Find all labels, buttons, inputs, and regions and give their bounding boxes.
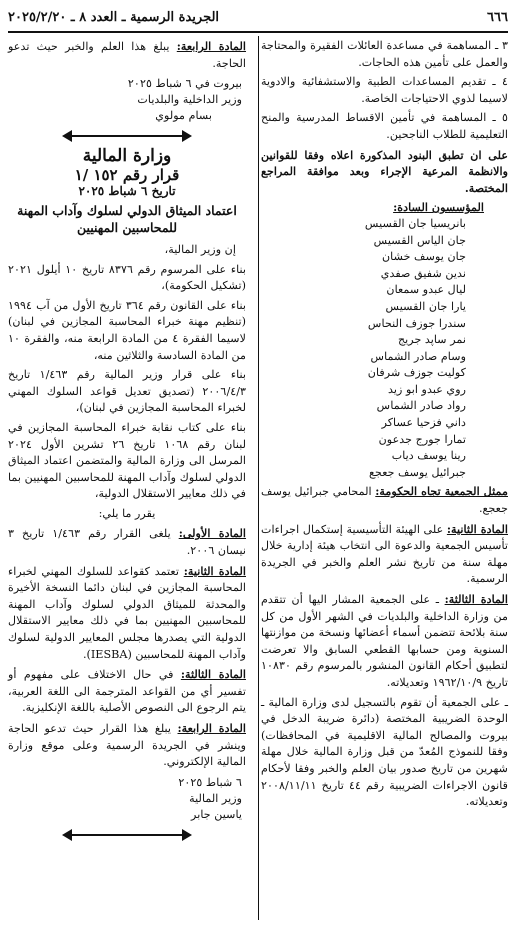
representative [261,483,508,517]
apply-note: على ان تطبق البنود المذكورة اعلاه وفقا للقوانين والانظمة المرعية الإجراء وبعد موافقة المراجع المختصة. [261,147,508,195]
page-header [8,6,508,28]
article-3-text: ـ على الجمعية المشار اليها أن تتقدم من وزارة الداخلية والبلديات في الشهر الأول من كل سنة بلائحة تتضمن أسماء أعضائها ونسخة من موازنتها السنوية ومن حسابها القطعي السابق والا تعرضت لتطبيق أحكام القانون المنشور بالمرسوم رقم ١٠٨٣٠ تاريخ ١٩٦٢/١٠/٩ وتعديلاته. [261,593,508,689]
divider-line [72,834,182,836]
founder: كوليت جوزف شرفان [367,366,466,380]
decree-article-1-text: يلغى القرار رقم ١/٤٦٣ تاريخ ٣ نيسان ٢٠٠٦. [8,527,246,558]
page-number: ٦٦٦ [487,9,508,25]
divider-line [72,135,182,137]
founders-heading: المؤسسون السادة: [393,200,484,215]
recital: بناء على كتاب نقابة خبراء المحاسبة المجازين في لبنان رقم ١٠٦٨ تاريخ ٢٦ تشرين الأول ٢٠٢٤ المرسل الى وزارة المالية والمتضمن اعتماد الميثاق الدولي لسلوك وآداب المهنة للمحاسبين المهنيين بما في ذلك معايير الاستقلال الدولية، [8,420,247,501]
signature-date: بيروت في ٦ شباط ٢٠٢٥ [127,77,242,91]
founder: نمر ساپد جريج [397,333,466,347]
decree-date: تاريخ ٦ شباط ٢٠٢٥ [78,184,176,199]
decree-article-2-text: تعتمد كقواعد للسلوك المهني لخبراء المحاسبة المجازين في لبنان دائما النسخة الأخيرة والمحدثة للميثاق الدولي لسلوك وآداب المهنة للمحاسبين المهنيين بما في ذلك معايير الاستقلال الدولية التي يصدرها مجلس المعايير الدولية لسلوك وآداب المهنة للمحاسبين (IESBA). [8,564,246,661]
decree-article-2 [8,563,246,664]
founder: رواد صادر الشماس [376,399,466,413]
founder: جان الياس القسيس [373,233,466,247]
divider-arrow-icon [62,829,72,841]
left-column [8,38,246,845]
item-3: ٣ ـ المساهمة في مساعدة العائلات الفقيرة والمحتاجة والعمل على تأمين هذه الحاجات. [261,39,508,69]
article-3-label: المادة الثالثة: [444,592,508,606]
founder: تمارا جورج جدعون [378,432,466,446]
divider-arrow-icon [62,130,72,142]
section-divider [8,829,246,841]
decree-article-3-label: المادة الثالثة: [180,667,246,682]
founder: ليال عبدو سمعان [386,283,466,297]
decree-article-4-text: يبلغ هذا القرار حيث تدعو الحاجة وينشر في الجريدة الرسمية وعلى موقع وزارة المالية الإلكتروني. [8,722,246,769]
founders-list [261,216,508,482]
founder: رينا يوسف دياب [391,449,466,463]
decree-number: قرار رقم ١٥٢ /١ [74,165,180,184]
founder: جان يوسف خشان [381,250,466,264]
column-divider [258,36,259,920]
article-3-b: ـ على الجمعية أن تقوم بالتسجيل لدى وزارة المالية ـ الوحدة الضريبية المختصة (دائرة ضريبة الدخل في بيروت والمصالح المالية الاقليمية في المحافظات) وفقا للنموذج المُعدّ من قبل وزارة المالية خلال مهلة شهرين من تاريخ صدور بيان العلم والخبر وفقا لأحكام قانون الاجراءات الضريبية رقم ٤٤ تاريخ ٢٠٠٨/١١/١١ وتعديلاته. [261,695,508,809]
founder: وسام صادر الشماس [370,349,466,363]
signature-interior [8,76,246,124]
founder: يارا جان القسيس [385,299,466,313]
header-rule [8,31,508,33]
decree-article-3 [8,666,246,717]
article-2 [261,521,508,588]
divider-arrow-icon [182,829,192,841]
signature-name: بسام مولوي [155,109,212,123]
signature-title: وزير الداخلية والبلديات [137,93,242,107]
recital: بناء على المرسوم رقم ٨٣٧٦ تاريخ ١٠ أيلول ٢٠٢١ (تشكيل الحكومة)، [8,262,246,293]
founder: سندرا جوزف النحاس [367,316,466,330]
decree-article-2-label: المادة الثانية: [183,563,246,578]
founder: جبرائيل يوسف جعجع [369,465,466,479]
divider-arrow-icon [182,130,192,142]
ministry-title: وزارة المالية [82,146,172,167]
founder: بانريسيا جان القسيس [364,216,466,230]
founder: داني فزحيا عساكر [381,416,466,430]
founder: ندين شفيق صفدي [380,266,466,280]
signature-name: ياسين جابر [191,807,242,821]
representative-label: ممثل الجمعية تجاه الحكومة: [375,484,508,499]
representative-text: المحامي جبرائيل يوسف جعجع. [261,485,508,516]
gazette-issue: الجريدة الرسمية ـ العدد ٨ ـ ٢٠٢٥/٢/٢٠ [8,9,220,25]
article-4-label: المادة الرابعة: [176,39,247,53]
article-4-text: يبلغ هذا العلم والخبر حيث تدعو الحاجة. [8,40,246,70]
intro: إن وزير المالية، [164,242,236,256]
signature-title: وزير المالية [189,791,242,805]
decides: يقرر ما يلي: [98,506,156,520]
decree-article-1-label: المادة الأولى: [178,526,247,541]
item-4: ٤ ـ تقديم المساعدات الطبية والاستشفائية والادوية لاسيما لذوي الاحتياجات الخاصة. [261,75,508,105]
founder: روي عبدو ابو زيد [388,382,466,396]
recital: بناء على القانون رقم ٣٦٤ تاريخ الأول من آب ١٩٩٤ (تنظيم مهنة خبراء المحاسبة المجازين في لبنان) لاسيما الفقرة ٤ من المادة الرابعة منه، والفقرة ١٠ من المادة السادسة والثلاثين منه، [8,298,246,362]
signature-date: ٦ شباط ٢٠٢٥ [178,775,242,789]
recital: بناء على قرار وزير المالية رقم ١/٤٦٣ تاريخ ٢٠٠٦/٤/٣ (تصديق تعديل قواعد السلوك المهني لخبراء المحاسبة المجازين في لبنان)، [8,368,246,415]
article-2-label: المادة الثانية: [446,521,508,536]
article-3 [261,591,508,692]
decree-article-3-text: في حال الاختلاف على مفهوم أو تفسير أي من القواعد المترجمة الى اللغة العربية، يتم الرجوع الى النصوص الأصلية باللغة الإنكليزية. [8,668,246,715]
signature-finance [8,775,246,823]
decree-article-4-label: المادة الرابعة: [177,721,246,735]
decree-article-1 [8,525,246,559]
article-4 [8,38,246,72]
article-2-text: على الهيئة التأسيسية إستكمال اجراءات تأسيس الجمعية والدعوة الى انتخاب هيئة إدارية خلال مهلة سنة من تاريخ نشر العلم والخبر في الجريدة الرسمية. [261,522,508,586]
right-column [261,38,508,814]
item-5: ٥ ـ المساهمة في تأمين الاقساط المدرسية والمنح التعليمية للطلاب الناجحين. [261,111,508,141]
decree-article-4 [8,720,246,771]
section-divider [8,130,246,142]
decree-title: اعتماد الميثاق الدولي لسلوك وآداب المهنة للمحاسبين المهنيين [17,202,237,235]
